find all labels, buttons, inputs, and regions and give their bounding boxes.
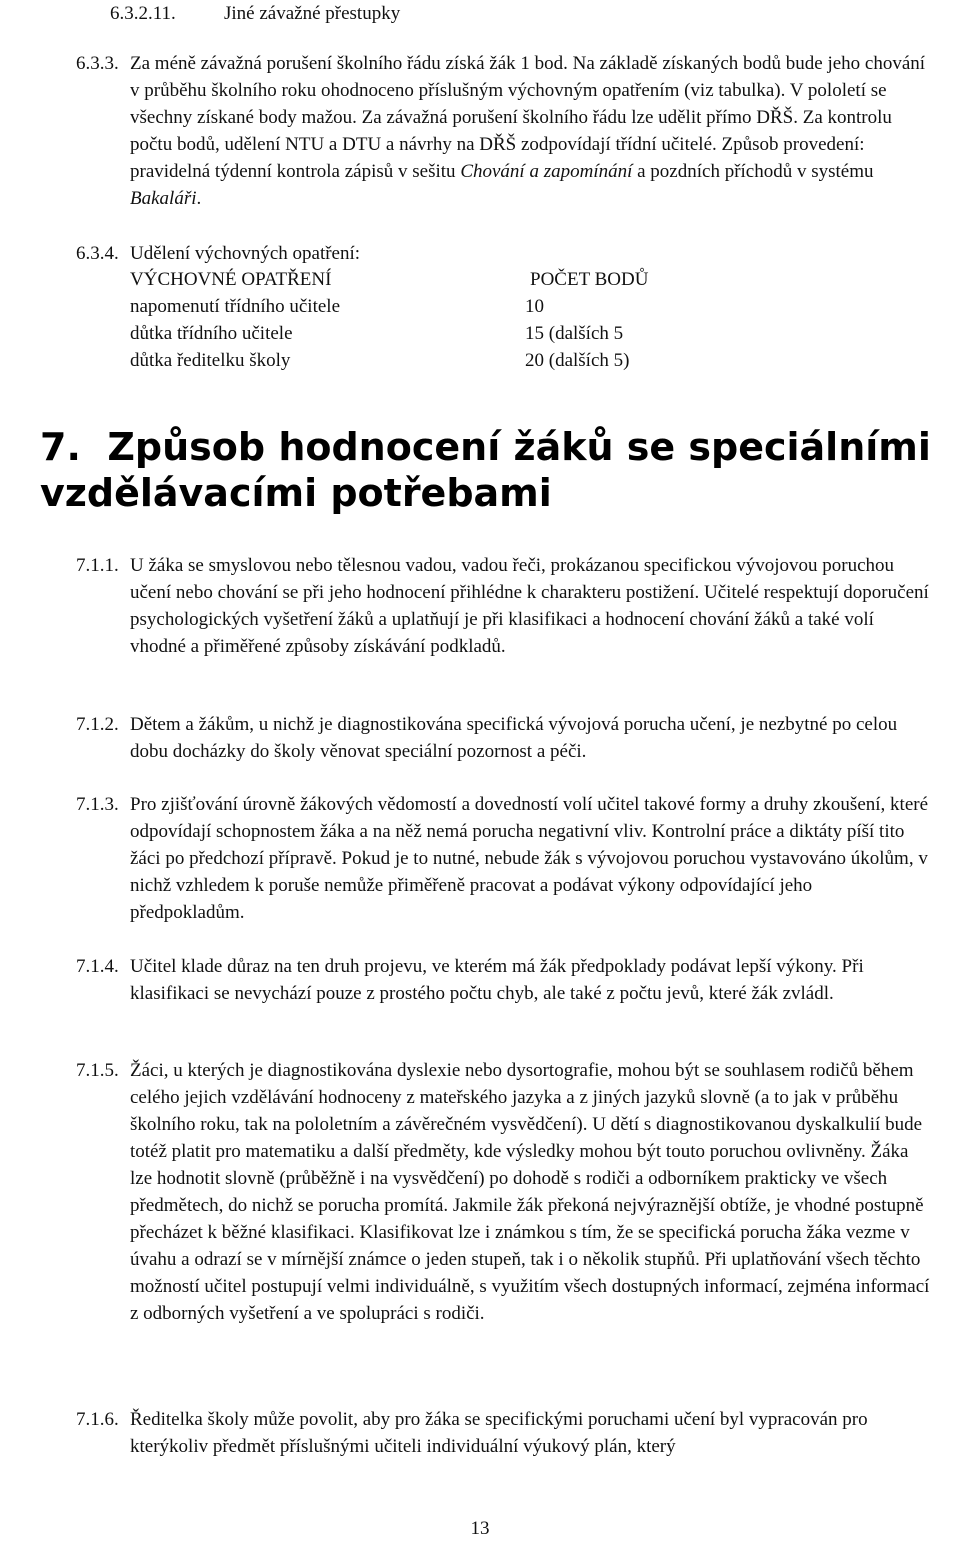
item-number: 7.1.4. bbox=[76, 956, 119, 977]
table-cell-measure: napomenutí třídního učitele bbox=[130, 296, 341, 317]
paragraph-633-italic-2: Bakaláři bbox=[130, 188, 197, 209]
table-cell-points: 20 (dalších 5) bbox=[525, 350, 630, 371]
item-paragraph: Učitel klade důraz na ten druh projevu, ve kterém má žák předpoklady podávat lepší výkony. Při klasifikaci se nevychází pouze z prostého počtu chyb, ale také z počtu jevů, které žák zvládl. bbox=[130, 956, 864, 1004]
item-paragraph: Dětem a žákům, u nichž je diagnostikována specifická vývojová porucha učení, je nezbytné po celou dobu docházky do školy věnovat speciální pozornost a péči. bbox=[130, 714, 898, 762]
table-row bbox=[130, 320, 830, 347]
item-number: 7.1.2. bbox=[76, 714, 119, 735]
table-row bbox=[130, 293, 830, 320]
table-header-points: POČET BODŮ bbox=[530, 269, 649, 290]
page-number: 13 bbox=[470, 1518, 490, 1539]
item-number: 7.1.1. bbox=[76, 555, 119, 576]
paragraph-633-text-c: . bbox=[196, 188, 202, 209]
paragraph-633-italic-1: Chování a zapomínání bbox=[460, 161, 633, 182]
table-row bbox=[130, 347, 830, 374]
item-number: 7.1.3. bbox=[76, 794, 119, 815]
section-number: 6.3.2.11. bbox=[110, 3, 176, 24]
table-cell-measure: důtka ředitelku školy bbox=[130, 350, 291, 371]
item-title-634: Udělení výchovných opatření: bbox=[130, 243, 361, 264]
item-number: 7.1.5. bbox=[76, 1060, 119, 1081]
table-header-row bbox=[130, 266, 830, 293]
item-paragraph: Žáci, u kterých je diagnostikována dyslexie nebo dysortografie, mohou být se souhlasem rodičů během celého jejich vzdělávání hodnoceny z mateřského jazyka a z jiných jazyků slovně (a to jak v průběhu školního roku, tak na pololetním a závěrečném vysvědčení). U dětí s diagnostikovanou dyskalkulií bude totéž platit pro matematiku a další předměty, kde výsledky mohou být touto poruchou ovlivněny. Žáka lze hodnotit slovně (průběžně i na vysvědčení) po dohodě s rodiči a odborníkem prakticky ve všech předmětech, do nichž se porucha promítá. Jakmile žák překoná nejvýraznější obtíže, je vhodné postupně přecházet k běžné klasifikaci. Klasifikovat lze i známkou s tím, že se specifická porucha žáka vezme v úvahu a odrazí se v mírnější známce o jeden stupeň, tak i o několik stupňů. Při uplatňování všech těchto možností učitel postupují velmi individuálně, s využitím všech dostupných informací, zejména informací z odborných vyšetření a ve spolupráci s rodiči. bbox=[130, 1060, 930, 1324]
chapter-number: 7. bbox=[40, 425, 81, 469]
chapter-heading bbox=[40, 424, 940, 516]
item-number-634: 6.3.4. bbox=[76, 243, 119, 264]
table-cell-points: 10 bbox=[525, 296, 544, 317]
paragraph-633-text-a: Za méně závažná porušení školního řádu získá žák 1 bod. Na základě získaných bodů bude jeho chování v průběhu školního roku ohodnoceno příslušným výchovným opatřením (viz tabulka). V pololetí se všechny získané body mažou. Za závažná porušení školního řádu lze udělit přímo DŘŠ. Za kontrolu počtu bodů, udělení NTU a DTU a návrhy na DŘŠ zodpovídají třídní učitelé. Způsob provedení: pravidelná týdenní kontrola zápisů v sešitu bbox=[130, 53, 926, 182]
item-paragraph: U žáka se smyslovou nebo tělesnou vadou, vadou řeči, prokázanou specifickou vývojovou poruchou učení nebo chování se při jeho hodnocení přihlédne k charakteru postižení. Učitelé respektují doporučení psychologických vyšetření žáků a uplatňují je při klasifikaci a hodnocení chování žáků a také volí vhodné a přiměřené způsoby získávání podkladů. bbox=[130, 555, 929, 657]
item-paragraph: Pro zjišťování úrovně žákových vědomostí a dovedností volí učitel takové formy a druhy zkoušení, které odpovídají schopnostem žáka a na něž nemá porucha negativní vliv. Kontrolní práce a diktáty píší tito žáci po předchozí přípravě. Pokud je to nutné, nebude žák s vývojovou poruchou vystavováno úkolům, v nichž vzhledem k poruše nemůže přiměřeně pracovat a podávat výkony odpovídající jeho předpokladům. bbox=[130, 794, 929, 923]
paragraph-633 bbox=[130, 50, 930, 212]
table-cell-points: 15 (dalších 5 bbox=[525, 323, 624, 344]
item-number-633: 6.3.3. bbox=[76, 53, 119, 74]
section-title: Jiné závažné přestupky bbox=[224, 3, 401, 24]
paragraph-633-text-b: a pozdních příchodů v systému bbox=[632, 161, 874, 182]
table-header-measure: VÝCHOVNÉ OPATŘENÍ bbox=[130, 269, 332, 290]
item-paragraph: Ředitelka školy může povolit, aby pro žáka se specifickými poruchami učení byl vypracován pro kterýkoliv předmět příslušnými učiteli individuální výukový plán, který bbox=[130, 1409, 868, 1457]
table-cell-measure: důtka třídního učitele bbox=[130, 323, 293, 344]
chapter-title: Způsob hodnocení žáků se speciálními vzdělávacími potřebami bbox=[40, 425, 931, 515]
item-number: 7.1.6. bbox=[76, 1409, 119, 1430]
